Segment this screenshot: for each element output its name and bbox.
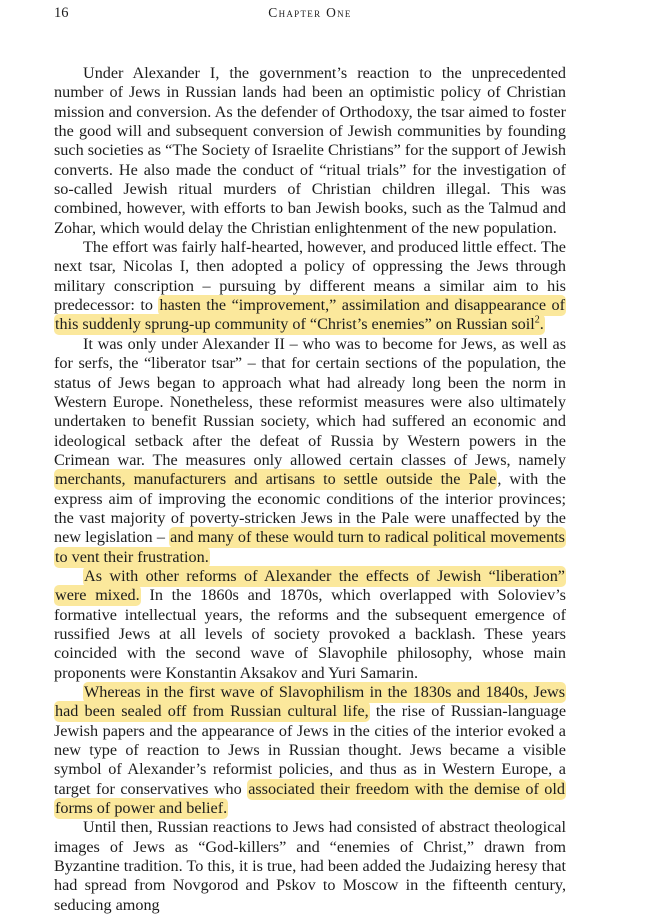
paragraph-6: Until then, Russian reactions to Jews had consisted of abstract theological images of Jews as “God-killers” and “enemies of Christ,” drawn from Byzantine tradition. To this, it is true, had been added the Judaizing heresy that had spread from Novgorod and Pskov to Moscow in the fifteenth century, seducing among [54,818,566,914]
highlighted-text: As with other reforms of Alexander the effects of Jewish “liberation” were mixed. [55,566,565,605]
paragraph-text: , with the express aim of improving the economic conditions of the interior provinces; the vast majority of poverty-stricken Jews in the Pale were unaffected by the new legislation – [54,470,566,547]
highlight-period: . [539,315,544,334]
footnote-marker[interactable]: 2 [534,315,540,327]
page-number: 16 [54,5,69,21]
body-text [54,64,566,915]
paragraph-text: It was only under Alexander II – who was to become for Jews, as well as for serfs, the “liberator tsar” – that for certain sections of the population, the status of Jews began to approach what had already long been the norm in Western Europe. Nonetheless, these reformist measures were also ultimately undertaken to benefit Russian society, which had suffered an economic and ideological setback after the defeat of Russia by Western powers in the Crimean war. The measures only allowed certain classes of Jews, namely [54,334,566,469]
paragraph-1: Under Alexander I, the government’s reaction to the unprecedented number of Jews in Russian lands had been an optimistic policy of Christian mission and conversion. As the defender of Orthodoxy, the tsar aimed to foster the good will and subsequent conversion of Jewish communities by founding such societies as “The Society of Israelite Christians” for the support of Jewish converts. He also made the conduct of “ritual trials” for the investigation of so-called Jewish ritual murders of Christian children illegal. This was combined, however, with efforts to ban Jewish books, such as the Talmud and Zohar, which would delay the Christian enlightenment of the new population. [54,64,566,237]
highlighted-text: Whereas in the first wave of Slavophilism in the 1830s and 1840s, Jews had been sealed off from Russian cultural life, [55,683,565,721]
paragraph-text: the rise of Russian-language Jewish papers and the appearance of Jews in the cities of the interior evoked a new type of reaction to Jews in Russian thought. Jews became a visible symbol of Alexander’s reformist policies, and thus as in Western Europe, a target for conservatives who [54,702,567,798]
paragraph-2 [54,238,566,335]
running-head: Chapter One [268,5,352,20]
paragraph-5 [54,683,566,818]
highlighted-text: and many of these would turn to radical political movements to vent their frustration. [55,528,565,566]
paragraph-3 [54,335,566,567]
paragraph-4 [54,567,566,683]
highlight-text: hasten the “improvement,” assimilation and disappearance of this suddenly sprung-up community of “Christ’s enemies” on Russian soil [55,296,565,334]
paragraph-text: In the 1860s and 1870s, which overlapped with Soloviev’s formative intellectual years, the reforms and the subsequent emergence of russified Jews at all levels of society provoked a backlash. These years coincided with the second wave of Slavophile philosophy, whose main proponents were Konstantin Aksakov and Yuri Samarin. [54,586,566,682]
page-header [54,5,566,23]
highlighted-text: merchants, manufacturers and artisans to settle outside the Pale [55,470,497,489]
highlighted-text: associated their freedom with the demise of old forms of power and belief. [55,779,565,818]
paragraph-text: The effort was fairly half-hearted, however, and produced little effect. The next tsar, Nicolas I, then adopted a policy of oppressing the Jews through military conscription – pursuing by different means a similar aim to his predecessor: to [54,238,566,315]
